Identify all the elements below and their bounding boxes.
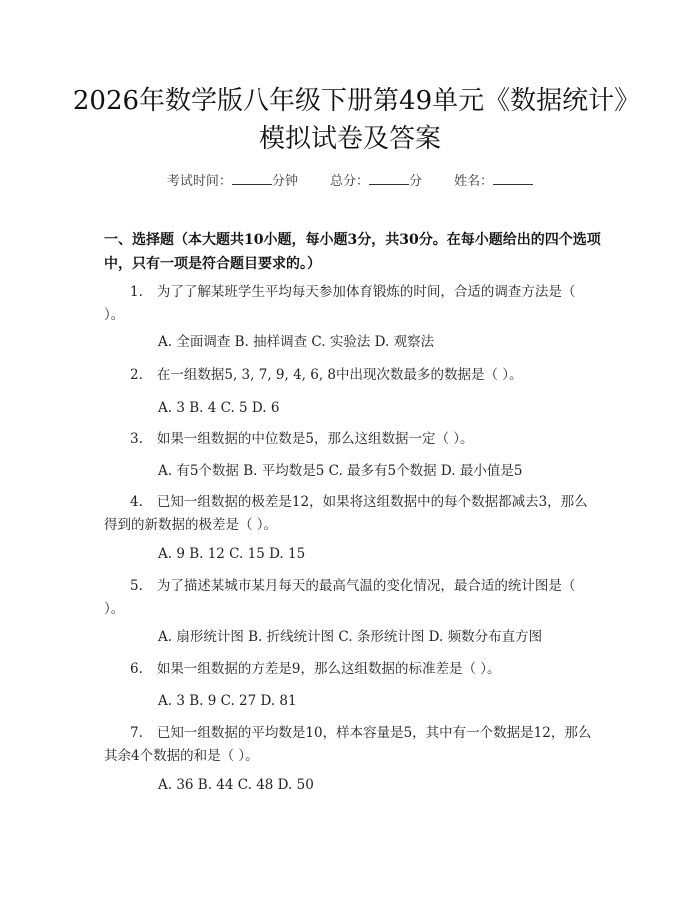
question-7 [104,722,598,768]
score-unit: 分 [409,174,423,189]
total-score [330,174,426,189]
question-number: 6. [130,661,143,677]
time-blank [232,173,272,185]
student-name [454,174,533,189]
question-3 [104,428,598,451]
question-text: 如果一组数据的中位数是5，那么这组数据一定（ ）。 [156,431,474,447]
question-number: 5. [130,578,143,594]
time-label: 考试时间： [166,174,232,189]
section-heading: 一、选择题（本大题共10小题，每小题3分，共30分。在每小题给出的四个选项中，只有一项是符合题目要求的。） [104,232,601,272]
question-number: 4. [130,494,143,510]
question-text: 已知一组数据的平均数是10，样本容量是5，其中有一个数据是12，那么其余4个数据的和是（ ）。 [104,725,592,764]
question-1 [104,281,598,327]
question-text: 如果一组数据的方差是9，那么这组数据的标准差是（ ）。 [156,661,501,677]
name-label: 姓名： [454,174,494,189]
exam-time [167,174,302,189]
question-4-options: A. 9 B. 12 C. 15 D. 15 [158,546,306,562]
question-5-options: A. 扇形统计图 B. 折线统计图 C. 条形统计图 D. 频数分布直方图 [158,629,543,645]
question-text: 已知一组数据的极差是12，如果将这组数据中的每个数据都减去3，那么得到的新数据的极差是（ ）。 [104,494,588,533]
question-text: 为了了解某班学生平均每天参加体育锻炼的时间，合适的调查方法是（ ）。 [104,284,576,323]
question-2 [104,364,598,387]
time-unit: 分钟 [271,174,298,189]
question-6-options: A. 3 B. 9 C. 27 D. 81 [158,693,297,709]
question-number: 7. [130,725,143,741]
question-number: 3. [130,431,143,447]
question-text: 为了描述某城市某月每天的最高气温的变化情况，最合适的统计图是（ ）。 [104,578,576,617]
exam-meta [0,170,700,189]
score-blank [369,173,409,185]
question-3-options: A. 有5个数据 B. 平均数是5 C. 最多有5个数据 D. 最小值是5 [158,463,523,479]
question-number: 1. [130,284,143,300]
question-4 [104,491,598,537]
score-label: 总分： [329,174,369,189]
name-blank [493,173,533,185]
question-5 [104,575,598,621]
question-text: 在一组数据5, 3, 7, 9, 4, 6, 8中出现次数最多的数据是（ ）。 [156,367,523,383]
question-7-options: A. 36 B. 44 C. 48 D. 50 [158,777,314,793]
question-1-options: A. 全面调查 B. 抽样调查 C. 实验法 D. 观察法 [158,334,435,350]
question-2-options: A. 3 B. 4 C. 5 D. 6 [158,400,280,416]
question-6 [104,658,598,681]
page-title: 2026年数学版八年级下册第49单元《数据统计》模拟试卷及答案 [72,86,628,154]
question-number: 2. [130,367,143,383]
